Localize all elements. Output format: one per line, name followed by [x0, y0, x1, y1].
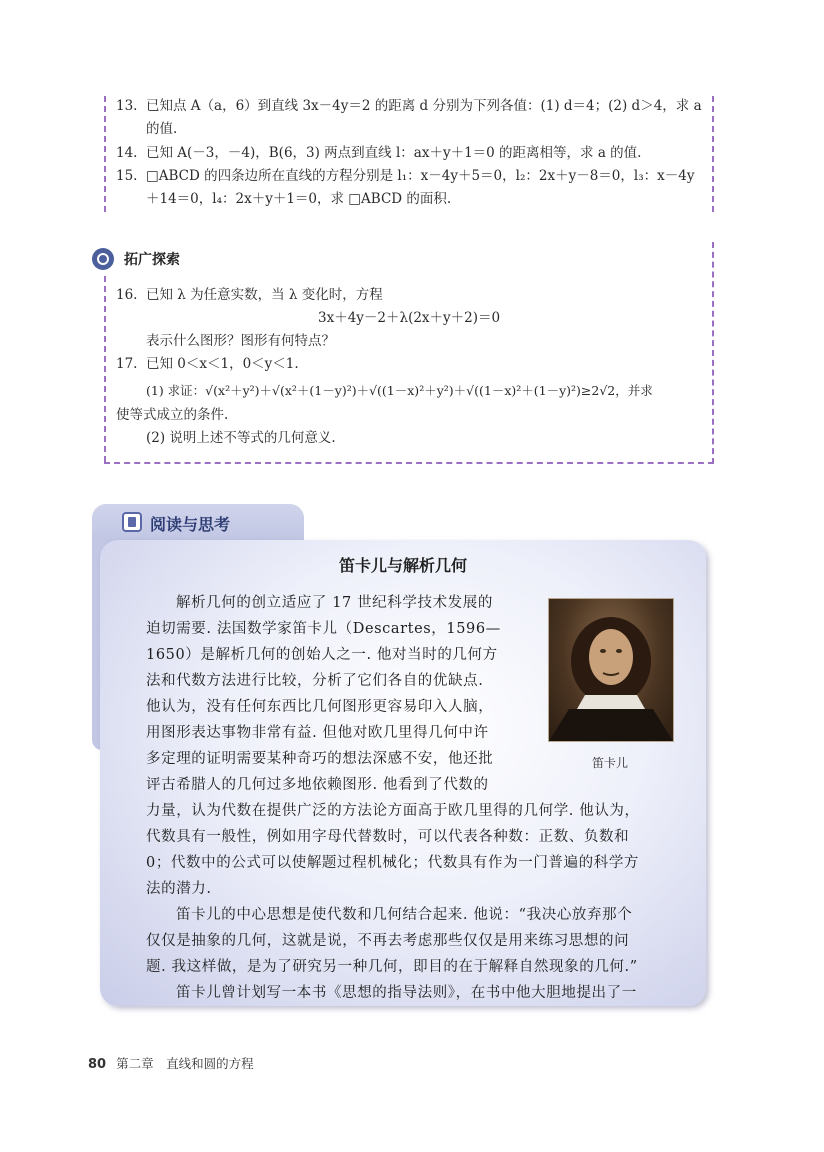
- reading-icon: [122, 512, 142, 532]
- reading-line-9: 力量，认为代数在提供广泛的方法论方面高于欧几里得的几何学. 他认为，: [146, 803, 640, 819]
- exercise-13-cont: 的值.: [146, 121, 178, 137]
- reading-line-14: 仅仅是抽象的几何，这就是说，不再去考虑那些仅仅是用来练习思想的问: [146, 933, 630, 949]
- reading-line-5: 他认为，没有任何东西比几何图形更容易印入人脑，: [146, 699, 494, 715]
- exercise-17: 17. 已知 0＜x＜1，0＜y＜1.: [116, 356, 299, 372]
- page-number: 80: [88, 1057, 107, 1072]
- reading-line-11: 0；代数中的公式可以使解题过程机械化；代数具有作为一门普遍的科学方: [146, 855, 640, 871]
- exercise-16-equation: 3x＋4y－2＋λ(2x＋y＋2)＝0: [318, 310, 501, 326]
- page-footer: [88, 1054, 254, 1072]
- reading-line-8: 评古希腊人的几何过多地依赖图形. 他看到了代数的: [146, 777, 489, 793]
- exercise-13: 13. 已知点 A（a，6）到直线 3x－4y＝2 的距离 d 分别为下列各值：(1) d＝4；(2) d＞4，求 a: [116, 98, 702, 114]
- portrait-caption: 笛卡儿: [591, 756, 628, 770]
- reading-line-1: 解析几何的创立适应了 17 世纪科学技术发展的: [176, 595, 493, 611]
- reading-line-16: 笛卡儿曾计划写一本书《思想的指导法则》，在书中他大胆地提出了一: [176, 985, 637, 1001]
- explore-heading: 拓广探索: [124, 252, 180, 268]
- reading-line-15: 题. 我这样做，是为了研究另一种几何，即目的在于解释自然现象的几何.”: [146, 959, 638, 975]
- portrait-drawing: [549, 599, 673, 741]
- reading-tab-label: 阅读与思考: [150, 515, 231, 534]
- reading-line-4: 法和代数方法进行比较，分析了它们各自的优缺点.: [146, 673, 484, 689]
- exercise-15: 15. □ABCD 的四条边所在直线的方程分别是 l₁：x－4y＋5＝0，l₂：2x＋y－8＝0，l₃：x－4y: [116, 168, 695, 184]
- exercise-17-part1-cont: 使等式成立的条件.: [116, 407, 229, 423]
- chapter-title: 第二章 直线和圆的方程: [116, 1056, 254, 1071]
- reading-line-2: 迫切需要. 法国数学家笛卡儿（Descartes，1596—: [146, 621, 501, 637]
- reading-line-3: 1650）是解析几何的创始人之一. 他对当时的几何方: [146, 647, 498, 663]
- exercise-15-cont: ＋14＝0，l₄：2x＋y＋1＝0，求 □ABCD 的面积.: [146, 191, 452, 207]
- reading-line-12: 法的潜力.: [146, 881, 212, 897]
- reading-line-13: 笛卡儿的中心思想是使代数和几何结合起来. 他说：“我决心放弃那个: [176, 907, 633, 923]
- exercise-17-part1: (1) 求证：√(x²＋y²)＋√(x²＋(1－y)²)＋√((1－x)²＋y²)＋√((1－x)²＋(1－y)²)≥2√2，并求: [146, 383, 653, 398]
- reading-line-7: 多定理的证明需要某种奇巧的想法深感不安，他还批: [146, 751, 494, 767]
- reading-line-6: 用图形表达事物非常有益. 但他对欧几里得几何中许: [146, 725, 489, 741]
- exercise-16: 16. 已知 λ 为任意实数，当 λ 变化时，方程: [116, 287, 383, 303]
- exercise-14: 14. 已知 A(－3，－4)，B(6，3) 两点到直线 l：ax＋y＋1＝0 的距离相等，求 a 的值.: [116, 145, 642, 161]
- exercise-17-part2: (2) 说明上述不等式的几何意义.: [146, 430, 336, 446]
- reading-title: 笛卡儿与解析几何: [338, 556, 467, 575]
- descartes-portrait: [548, 598, 674, 742]
- reading-line-10: 代数具有一般性，例如用字母代替数时，可以代表各种数：正数、负数和: [146, 829, 630, 845]
- exercise-16-question: 表示什么图形？图形有何特点？: [146, 333, 335, 349]
